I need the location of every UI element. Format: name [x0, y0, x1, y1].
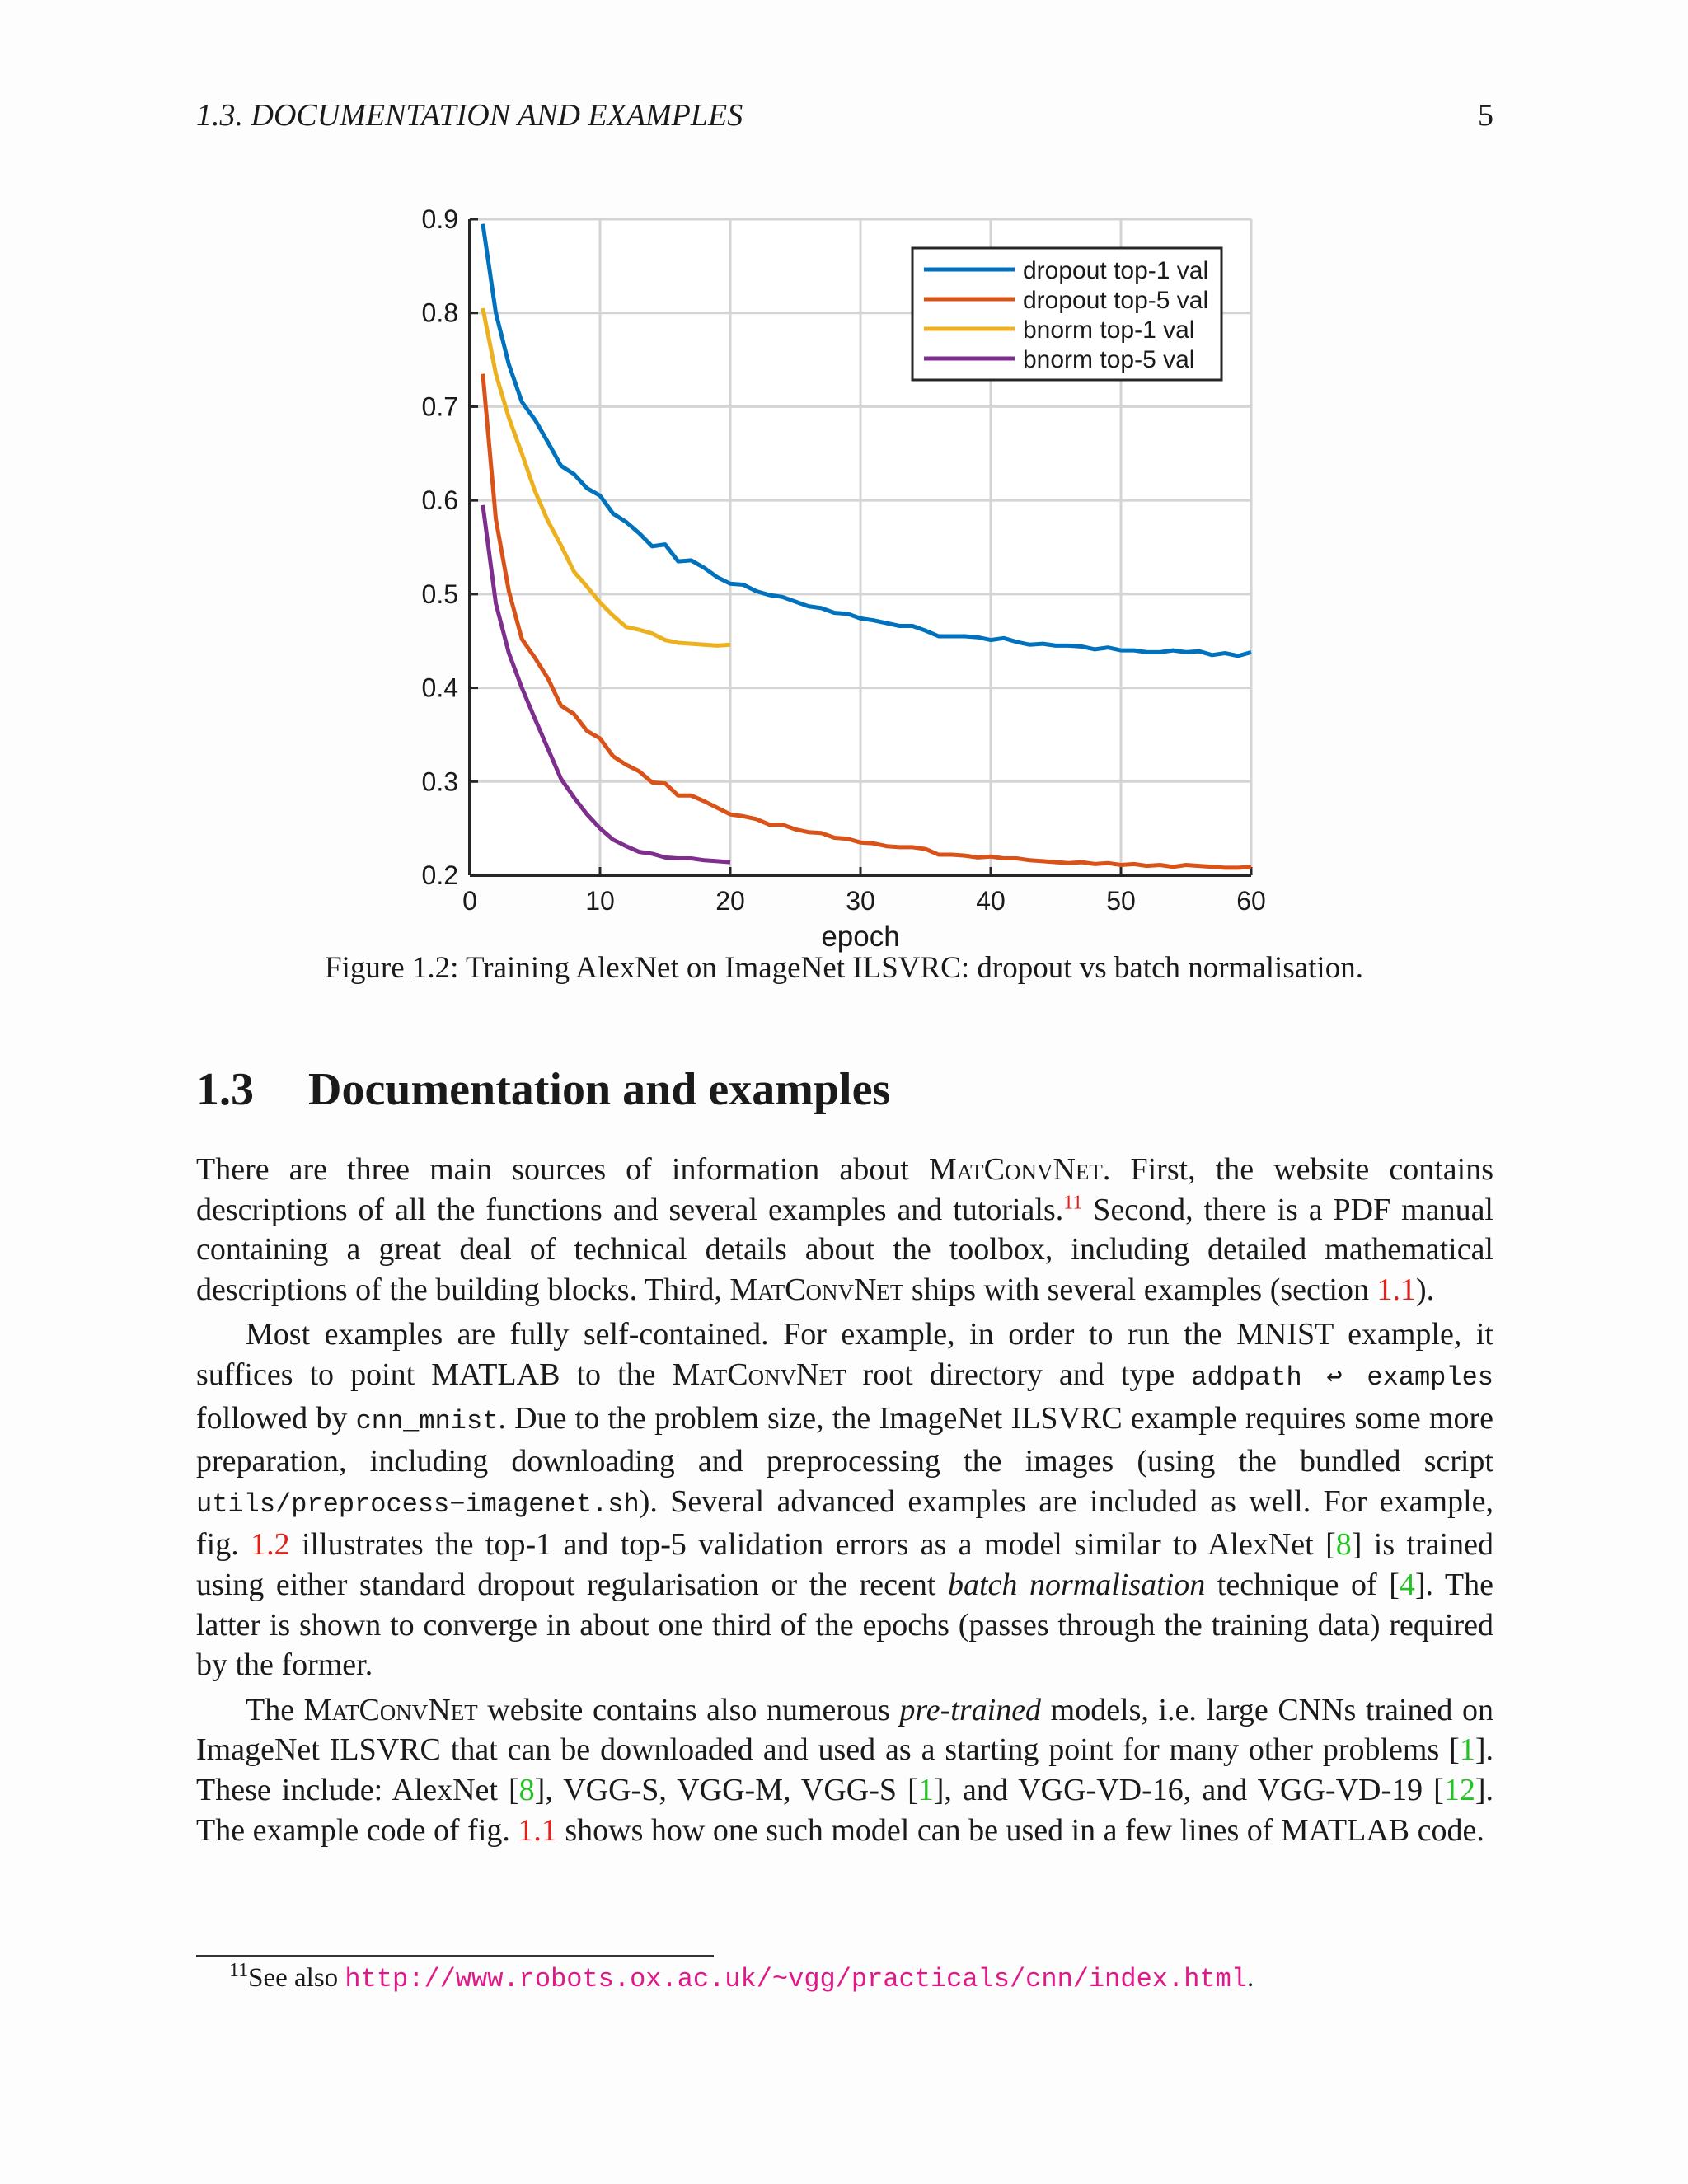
citation-link[interactable]: 4 [1399, 1567, 1415, 1602]
section-ref-link[interactable]: 1.1 [1376, 1272, 1416, 1307]
paragraph-1: There are three main sources of information about MatConvNet. First, the website contains descriptions of all the functions and several examples and tutorials.$^{11}$ Second, there is a PDF manual containing a great deal of technical details about the toolbox, including detailed mathematical descriptions of the building blocks. Third, MatConvNet ships with several examples (section 1.1). [196, 1152, 1493, 1307]
y-tick-label: 0.9 [421, 204, 458, 234]
legend-entry: dropout top-1 val [1023, 257, 1209, 284]
running-title: 1.3. DOCUMENTATION AND EXAMPLES [196, 98, 743, 133]
x-tick-label: 0 [462, 886, 477, 916]
x-tick-label: 50 [1106, 886, 1136, 916]
y-tick-label: 0.4 [421, 673, 458, 703]
footnote-mark[interactable]: 11 [1063, 1191, 1083, 1213]
toolbox-name: MatConvNet [729, 1272, 904, 1307]
figure-caption: Figure 1.2: Training AlexNet on ImageNet ILSVRC: dropout vs batch normalisation. [325, 951, 1363, 985]
code-addpath: addpath ↩ examples [1191, 1361, 1493, 1393]
citation-link[interactable]: 12 [1443, 1772, 1475, 1807]
footnote-url-link[interactable]: http://www.robots.ox.ac.uk/~vgg/practicals/cnn/index.html [345, 1964, 1247, 1994]
page-number: 5 [1478, 98, 1493, 133]
x-tick-label: 60 [1236, 886, 1266, 916]
y-tick-label: 0.7 [421, 391, 458, 422]
training-error-chart [404, 198, 1286, 956]
x-tick-label: 10 [585, 886, 615, 916]
y-tick-label: 0.5 [421, 579, 458, 609]
section-number: 1.3 [196, 1064, 254, 1115]
legend-entry: dropout top-5 val [1023, 287, 1209, 314]
body-text [196, 1150, 1493, 1855]
toolbox-name: MatConvNet [928, 1152, 1103, 1187]
x-tick-label: 40 [976, 886, 1006, 916]
x-axis-label: epoch [821, 921, 900, 953]
y-tick-label: 0.8 [421, 298, 458, 328]
footnote: $^{11}$See also http://www.robots.ox.ac.uk/~vgg/practicals/cnn/index.html. [229, 1960, 1254, 1994]
y-tick-label: 0.6 [421, 485, 458, 516]
figure-ref-link[interactable]: 1.2 [251, 1527, 290, 1563]
citation-link[interactable]: 8 [1335, 1527, 1352, 1563]
y-tick-label: 0.2 [421, 860, 458, 890]
y-tick-label: 0.3 [421, 766, 458, 797]
toolbox-name: MatConvNet [672, 1357, 846, 1392]
x-tick-label: 20 [715, 886, 745, 916]
section-heading [196, 1063, 890, 1116]
citation-link[interactable]: 1 [917, 1772, 934, 1807]
legend-entry: bnorm top-5 val [1023, 346, 1195, 373]
citation-link[interactable]: 8 [518, 1772, 535, 1807]
figure-ref-link[interactable]: 1.1 [518, 1812, 557, 1848]
paragraph-3: The MatConvNet website contains also numerous pre-trained models, i.e. large CNNs trained on ImageNet ILSVRC that can be downloaded and used as a starting point for many other problems [1]. These include: AlexNet [8], VGG-S, VGG-M, VGG-S [1], and VGG-VD-16, and VGG-VD-19 [12]. The example code of fig. 1.1 shows how one such model can be used in a few lines of MATLAB code. [196, 1692, 1493, 1848]
code-preprocess-script: utils/preprocess−imagenet.sh [196, 1488, 640, 1520]
legend-entry: bnorm top-1 val [1023, 316, 1195, 344]
section-title: Documentation and examples [308, 1064, 891, 1115]
code-cnn-mnist: cnn_mnist [355, 1405, 499, 1436]
toolbox-name: MatConvNet [303, 1692, 478, 1727]
footnote-rule [196, 1955, 714, 1957]
footnote-number: 11 [229, 1960, 249, 1981]
citation-link[interactable]: 1 [1459, 1732, 1475, 1768]
running-header [196, 97, 1493, 134]
paragraph-2: Most examples are fully self-contained. For example, in order to run the MNIST example, it suffices to point MATLAB to the MatConvNet root directory and type addpath ↩ examples followed by cnn_mnist. Due to the problem size, the ImageNet ILSVRC example requires some more preparation, including downloading and preprocessing the images (using the bundled script utils/preprocess−imagenet.sh). Several advanced examples are included as well. For example, fig. 1.2 illustrates the top-1 and top-5 validation errors as a model similar to AlexNet [8] is trained using either standard dropout regularisation or the recent batch normalisation technique of [4]. The latter is shown to converge in about one third of the epochs (passes through the training data) required by the former. [196, 1317, 1494, 1683]
x-tick-label: 30 [846, 886, 875, 916]
